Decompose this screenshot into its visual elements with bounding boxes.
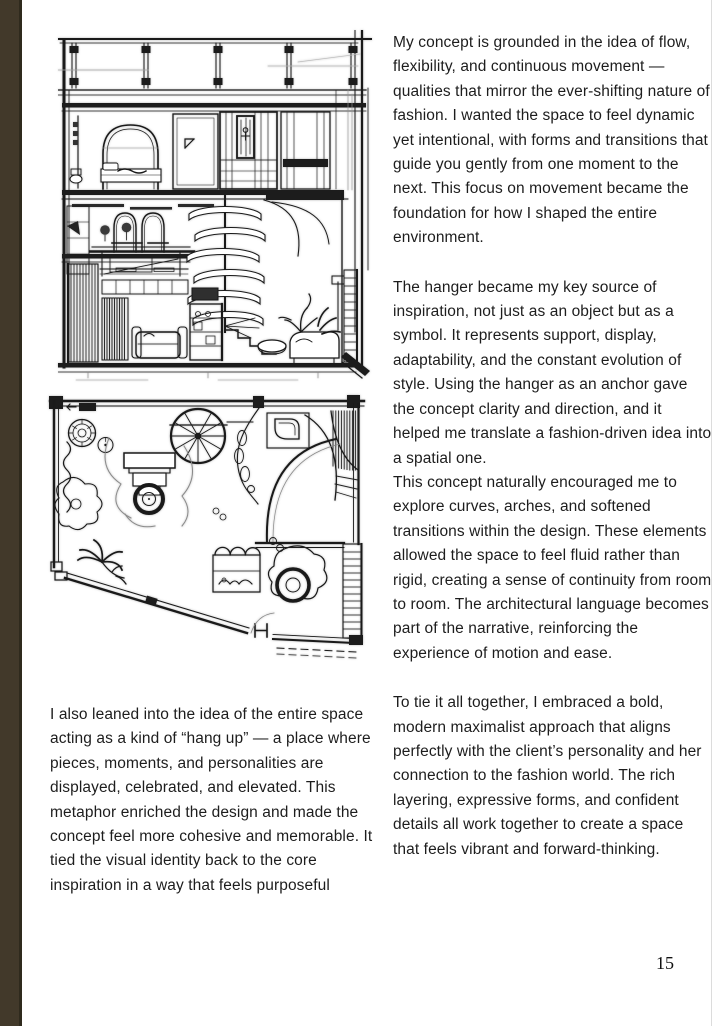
section-drawing [58, 30, 372, 388]
hang-up-paragraph: I also leaned into the idea of the entire space acting as a kind of “hang up” — a place where pieces, moments, and personalities are displayed, celebrated, and elevated. This metaphor enriched the design and made the concept feel more cohesive and memorable. It tied the visual identity back to the core inspiration in a way that feels purposeful [50, 706, 373, 894]
left-text-column [50, 703, 376, 898]
maximalist-paragraph: To tie it all together, I embraced a bold, modern maximalist approach that aligns perfectly with the client’s personality and her connection to the fashion world. The rich layering, expressive forms, and confident details all work together to create a space that feels vibrant and forward-thinking. [393, 694, 702, 858]
page-number: 15 [656, 953, 674, 973]
floor-plan-svg [46, 392, 376, 692]
concept-paragraph: My concept is grounded in the idea of flow, flexibility, and continuous movement — qualities that mirror the ever-shifting nature of fashion. I wanted the space to feel dynamic yet intentional, with forms and transitions that guide you gently from one moment to the next. This focus on movement became the foundation for how I shaped the entire environment. [393, 34, 710, 247]
curves-paragraph: This concept naturally encouraged me to explore curves, arches, and softened transitions within the design. These elements allowed the space to feel fluid rather than rigid, creating a sense of continuity from room to room. The architectural language becomes part of the narrative, reinforcing the experience of motion and ease. [393, 473, 712, 662]
left-accent-strip [0, 0, 22, 1026]
section-drawing-svg [58, 30, 372, 388]
right-text-column [393, 31, 713, 862]
floor-plan-drawing [46, 392, 376, 692]
hanger-paragraph: The hanger became my key source of inspiration, not just as an object but as a symbol. It represents support, display, adaptability, and the constant evolution of style. Using the hanger as an anchor gave the concept clarity and direction, and it helped me translate a fashion-driven idea into a spatial one. [393, 278, 712, 467]
